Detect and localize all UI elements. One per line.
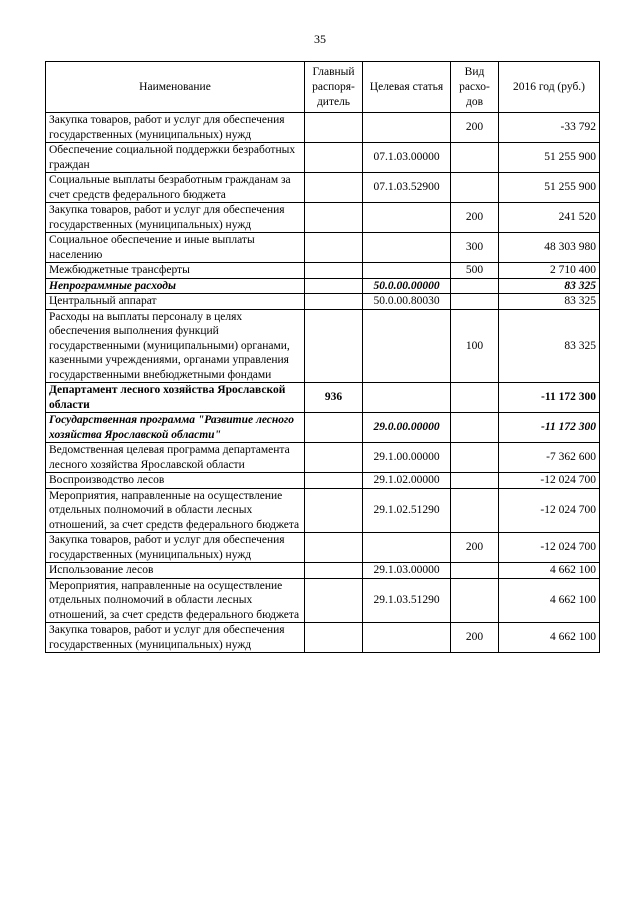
cell-type: 200 [451,533,499,563]
table-row [46,278,600,294]
table-row [46,143,600,173]
cell-amount: 51 255 900 [499,143,600,173]
table-row [46,533,600,563]
cell-target: 29.1.00.00000 [363,443,451,473]
cell-target: 29.1.03.51290 [363,578,451,623]
table-body [46,113,600,653]
cell-admin: 936 [305,383,363,413]
cell-amount: 2 710 400 [499,263,600,279]
cell-type [451,473,499,489]
cell-type: 200 [451,623,499,653]
cell-name: Воспроизводство лесов [46,473,305,489]
cell-amount: 83 325 [499,294,600,310]
cell-amount: 48 303 980 [499,233,600,263]
cell-admin [305,473,363,489]
cell-amount: 241 520 [499,203,600,233]
cell-admin [305,263,363,279]
cell-name: Закупка товаров, работ и услуг для обеспечения государственных (муниципальных) нужд [46,203,305,233]
header-target: Целевая статья [363,62,451,113]
cell-type [451,578,499,623]
cell-admin [305,413,363,443]
cell-type [451,294,499,310]
cell-target: 07.1.03.52900 [363,173,451,203]
cell-target: 50.0.00.80030 [363,294,451,310]
cell-type [451,443,499,473]
cell-type [451,413,499,443]
cell-name: Закупка товаров, работ и услуг для обеспечения государственных (муниципальных) нужд [46,533,305,563]
cell-type [451,143,499,173]
cell-admin [305,488,363,533]
cell-name: Закупка товаров, работ и услуг для обеспечения государственных (муниципальных) нужд [46,623,305,653]
header-amount: 2016 год (руб.) [499,62,600,113]
cell-admin [305,143,363,173]
cell-target [363,623,451,653]
cell-type [451,563,499,579]
cell-admin [305,578,363,623]
cell-admin [305,563,363,579]
cell-name: Расходы на выплаты персоналу в целях обеспечения выполнения функций государственными (муниципальными) органами, казенными учреждениями, органами управления государственными внебюджетными фондами [46,309,305,383]
cell-name: Мероприятия, направленные на осуществление отдельных полномочий в области лесных отношений, за счет средств федерального бюджета [46,578,305,623]
cell-type: 300 [451,233,499,263]
cell-target [363,203,451,233]
cell-target: 29.0.00.00000 [363,413,451,443]
cell-amount: -12 024 700 [499,533,600,563]
cell-target: 29.1.03.00000 [363,563,451,579]
cell-admin [305,173,363,203]
cell-amount: -12 024 700 [499,488,600,533]
table-row [46,473,600,489]
cell-type [451,173,499,203]
cell-name: Мероприятия, направленные на осуществление отдельных полномочий в области лесных отношений, за счет средств федерального бюджета [46,488,305,533]
cell-amount: 4 662 100 [499,563,600,579]
cell-target [363,113,451,143]
cell-name: Департамент лесного хозяйства Ярославской области [46,383,305,413]
table-row [46,173,600,203]
cell-admin [305,623,363,653]
cell-admin [305,294,363,310]
cell-type: 200 [451,113,499,143]
cell-name: Центральный аппарат [46,294,305,310]
cell-target [363,233,451,263]
table-row [46,488,600,533]
table-row [46,383,600,413]
cell-amount: -33 792 [499,113,600,143]
cell-amount: -12 024 700 [499,473,600,489]
header-type: Вид расхо-дов [451,62,499,113]
header-admin: Главный распоря-дитель [305,62,363,113]
cell-target: 29.1.02.51290 [363,488,451,533]
cell-name: Социальные выплаты безработным гражданам за счет средств федерального бюджета [46,173,305,203]
cell-target [363,309,451,383]
cell-amount: 51 255 900 [499,173,600,203]
cell-name: Государственная программа "Развитие лесного хозяйства Ярославской области" [46,413,305,443]
table-row [46,113,600,143]
cell-target [363,383,451,413]
cell-type [451,383,499,413]
cell-target: 29.1.02.00000 [363,473,451,489]
cell-type: 100 [451,309,499,383]
cell-amount: 83 325 [499,278,600,294]
table-row [46,413,600,443]
cell-type [451,488,499,533]
cell-amount: 4 662 100 [499,578,600,623]
table-header [46,62,600,113]
cell-admin [305,233,363,263]
table-row [46,203,600,233]
table-row [46,309,600,383]
cell-admin [305,443,363,473]
cell-target: 50.0.00.00000 [363,278,451,294]
table-row [46,578,600,623]
cell-type: 200 [451,203,499,233]
cell-amount: 4 662 100 [499,623,600,653]
cell-type [451,278,499,294]
cell-admin [305,113,363,143]
table-row [46,563,600,579]
cell-target [363,263,451,279]
cell-amount: -11 172 300 [499,383,600,413]
page-number: 35 [314,32,326,46]
cell-target: 07.1.03.00000 [363,143,451,173]
cell-name: Обеспечение социальной поддержки безработных граждан [46,143,305,173]
header-name: Наименование [46,62,305,113]
budget-table [45,61,600,653]
cell-amount: -7 362 600 [499,443,600,473]
cell-name: Закупка товаров, работ и услуг для обеспечения государственных (муниципальных) нужд [46,113,305,143]
table-row [46,623,600,653]
cell-admin [305,533,363,563]
cell-amount: -11 172 300 [499,413,600,443]
cell-name: Социальное обеспечение и иные выплаты населению [46,233,305,263]
cell-name: Непрограммные расходы [46,278,305,294]
cell-target [363,533,451,563]
cell-type: 500 [451,263,499,279]
cell-amount: 83 325 [499,309,600,383]
table-row [46,263,600,279]
cell-name: Использование лесов [46,563,305,579]
cell-admin [305,278,363,294]
table-row [46,443,600,473]
cell-admin [305,203,363,233]
cell-admin [305,309,363,383]
table-row [46,233,600,263]
table-row [46,294,600,310]
cell-name: Межбюджетные трансферты [46,263,305,279]
cell-name: Ведомственная целевая программа департамента лесного хозяйства Ярославской области [46,443,305,473]
